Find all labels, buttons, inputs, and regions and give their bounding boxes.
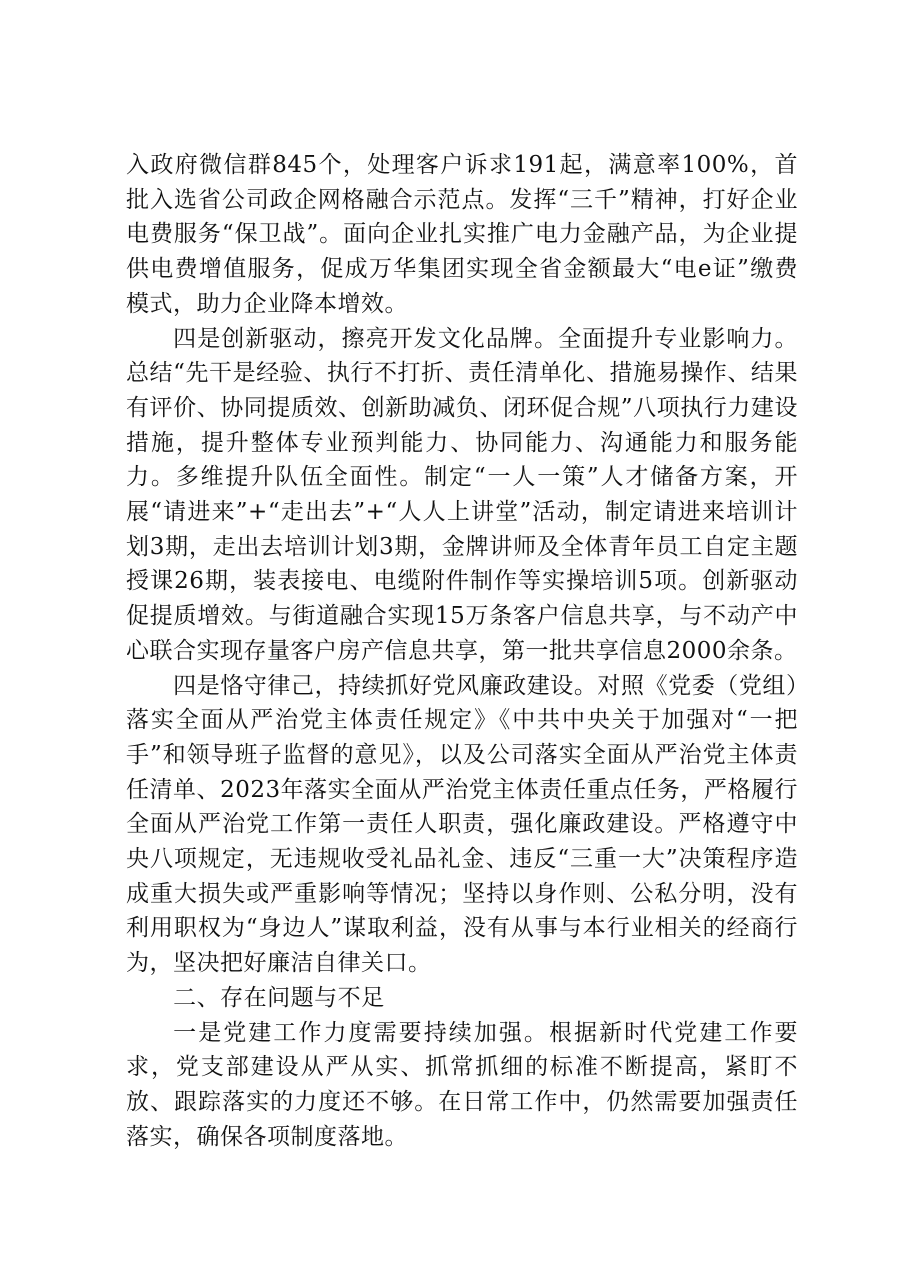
paragraph-innovation-driven: 四是创新驱动，擦亮开发文化品牌。全面提升专业影响力。总结“先干是经验、执行不打折、责任清单化、措施易操作、结果有评价、协同提质效、创新助减负、闭环促合规”八项执行力建设措施，提升整体专业预判能力、协同能力、沟通能力和服务能力。多维提升队伍全面性。制定“一人一策”人才储备方案，开展“请进来”+“走出去”+“人人上讲堂”活动，制定请进来培训计划3期，走出去培训计划3期，金牌讲师及全体青年员工自定主题授课26期，装表接电、电缆附件制作等实操培训5项。创新驱动促提质增效。与街道融合实现15万条客户信息共享，与不动产中心联合实现存量客户房产信息共享，第一批共享信息2000余条。 [126,325,798,664]
paragraph-self-discipline: 四是恪守律己，持续抓好党风廉政建设。对照《党委（党组）落实全面从严治党主体责任规定》《中共中央关于加强对“一把手”和领导班子监督的意见》，以及公司落实全面从严治党主体责任清单、2023年落实全面从严治党主体责任重点任务，严格履行全面从严治党工作第一责任人职责，强化廉政建设。严格遵守中央八项规定，无违规收受礼品礼金、违反“三重一大”决策程序造成重大损失或严重影响等情况；坚持以身作则、公私分明，没有利用职权为“身边人”谋取利益，没有从事与本行业相关的经商行为，坚决把好廉洁自律关口。 [126,672,798,977]
paragraph-party-building: 一是党建工作力度需要持续加强。根据新时代党建工作要求，党支部建设从严从实、抓常抓细的标准不断提高，紧盯不放、跟踪落实的力度还不够。在日常工作中，仍然需要加强责任落实，确保各项制度落地。 [126,1019,798,1150]
paragraph-continuation: 入政府微信群845个，处理客户诉求191起，满意率100%，首批入选省公司政企网格融合示范点。发挥“三千”精神，打好企业电费服务“保卫战”。面向企业扎实推广电力金融产品，为企业提供电费增值服务，促成万华集团实现全省金额最大“电e证”缴费模式，助力企业降本增效。 [126,152,798,317]
section-heading-problems: 二、存在问题与不足 [173,984,385,1011]
document-page [126,148,798,1154]
